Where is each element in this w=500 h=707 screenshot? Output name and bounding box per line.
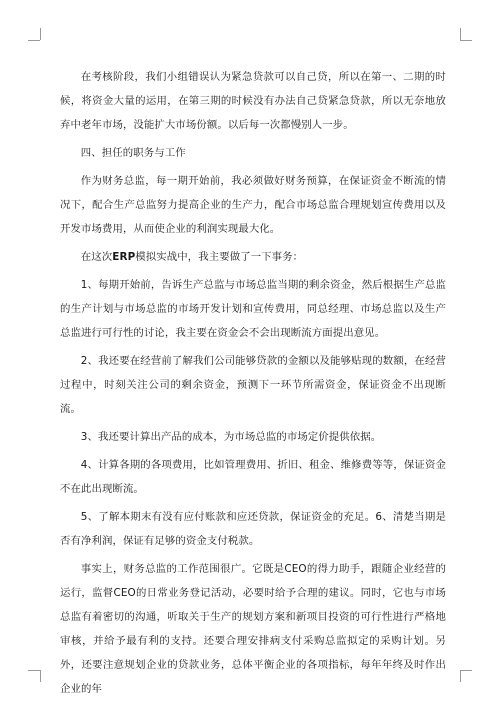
paragraph-cfo-scope: 事实上，财务总监的工作范围很广。它既是CEO的得力助手，跟随企业经营的运行，监督CEO的日常业务登记活动，必要时给予合理的建议。同时，它也与市场总监有着密切的沟通，听取关于生产的规划方案和新项目投资的可行性进行严格地审核，并给予最有利的支持。还要合理安排病支付采购总监拟定的采购计划。另外，还要注意规划企业的贷款业务，总体平衡企业的各项指标，每年年终及时作出企业的年 [60, 563, 446, 695]
crop-mark-top-right [460, 28, 461, 40]
crop-mark-bottom-right [460, 670, 472, 671]
erp-intro-prefix: 在这次 [80, 251, 113, 263]
paragraph-cfo-role: 作为财务总监，每一期开始前，我必须做好财务预算，在保证资金不断流的情况下，配合生产总监努力提高企业的生产力，配合市场总监合理规划宣传费用以及开发市场费用，从而使企业的利润实现最大化。 [60, 175, 446, 235]
list-item-2: 2、我还要在经营前了解我们公司能够贷款的金额以及能够贴现的数额，在经营过程中，时刻关注公司的剩余资金，预测下一环节所需资金，保证资金不出现断流。 [60, 355, 446, 415]
crop-mark-top-right [460, 40, 472, 41]
erp-bold-text: ERP [112, 251, 136, 263]
paragraph-erp-intro [60, 245, 446, 269]
crop-mark-bottom-left [28, 670, 40, 671]
crop-mark-top-left [28, 40, 40, 41]
section-heading-duties: 四、担任的职务与工作 [80, 147, 186, 159]
list-item-3: 3、我还要计算出产品的成本，为市场总监的市场定价提供依据。 [80, 431, 382, 443]
erp-intro-suffix: 模拟实战中，我主要做了一下事务： [135, 251, 304, 263]
list-item-5-6: 5、了解本期末有没有应付账款和应还贷款，保证资金的充足。6、清楚当期是否有净利润，保证有足够的资金支付税款。 [60, 511, 446, 547]
paragraph-assessment-stage: 在考核阶段，我们小组错误认为紧急贷款可以自己贷，所以在第一、二期的时候，将资金大量的运用，在第三期的时候没有办法自己贷紧急贷款，所以无奈地放弃中老年市场，没能扩大市场份额。以后每一次都慢别人一步。 [60, 71, 446, 131]
crop-mark-top-left [40, 28, 41, 40]
list-item-4: 4、计算各期的各项费用，比如管理费用、折旧、租金、维修费等等，保证资金不在此出现断流。 [60, 459, 446, 495]
crop-mark-bottom-left [40, 670, 41, 682]
crop-mark-bottom-right [460, 670, 461, 682]
document-body [60, 65, 446, 705]
list-item-1: 1、每期开始前，告诉生产总监与市场总监当期的剩余资金，然后根据生产总监的生产计划与市场总监的市场开发计划和宣传费用，同总经理、市场总监以及生产总监进行可行性的讨论，我主要在资金会不会出现断流方面提出意见。 [60, 279, 446, 339]
